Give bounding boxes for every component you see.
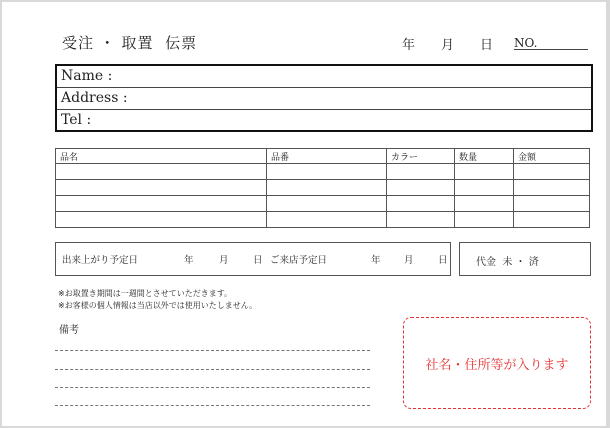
table-row: [56, 180, 590, 196]
quantity-cell[interactable]: [455, 196, 514, 212]
product-name-cell[interactable]: [56, 164, 267, 180]
column-header-quantity: 数量: [455, 149, 514, 164]
items-header-row: [56, 149, 590, 164]
completion-year-label: 年: [184, 255, 194, 266]
color-cell[interactable]: [387, 196, 455, 212]
customer-name-field[interactable]: [57, 66, 591, 88]
company-placeholder-text: 社名・住所等が入ります: [425, 358, 569, 373]
remarks-line[interactable]: [55, 369, 370, 370]
amount-cell[interactable]: [514, 196, 590, 212]
color-cell[interactable]: [387, 180, 455, 196]
visit-date-label: ご来店予定日: [270, 255, 328, 266]
slip-number-field[interactable]: [514, 49, 588, 50]
amount-cell[interactable]: [514, 180, 590, 196]
completion-month-label: 月: [219, 255, 229, 266]
column-header-product-name: 品名: [56, 149, 267, 164]
completion-day-label: 日: [253, 255, 263, 266]
company-info-placeholder: [403, 317, 591, 409]
schedule-box: [55, 242, 451, 276]
holding-period-note: ※お取置き期間は一週間とさせていただきます。: [58, 289, 233, 298]
column-header-amount: 金額: [514, 149, 590, 164]
amount-cell[interactable]: [514, 212, 590, 228]
quantity-cell[interactable]: [455, 180, 514, 196]
visit-day-label: 日: [438, 255, 448, 266]
color-cell[interactable]: [387, 212, 455, 228]
product-name-cell[interactable]: [56, 196, 267, 212]
product-code-cell[interactable]: [267, 180, 387, 196]
completion-date-label: 出来上がり予定日: [62, 255, 139, 266]
customer-address-field[interactable]: [57, 88, 591, 110]
table-row: [56, 164, 590, 180]
quantity-cell[interactable]: [455, 212, 514, 228]
quantity-cell[interactable]: [455, 164, 514, 180]
page-title: 受注 ・ 取置 伝票: [62, 34, 198, 52]
amount-cell[interactable]: [514, 164, 590, 180]
header-year-label: 年: [402, 38, 416, 53]
customer-info-box: [55, 64, 593, 132]
product-name-cell[interactable]: [56, 180, 267, 196]
remarks-label: 備考: [59, 325, 79, 336]
product-name-cell[interactable]: [56, 212, 267, 228]
header-month-label: 月: [441, 38, 455, 53]
product-code-cell[interactable]: [267, 212, 387, 228]
product-code-cell[interactable]: [267, 196, 387, 212]
visit-month-label: 月: [404, 255, 414, 266]
remarks-line[interactable]: [55, 387, 370, 388]
visit-year-label: 年: [371, 255, 381, 266]
color-cell[interactable]: [387, 164, 455, 180]
table-row: [56, 212, 590, 228]
column-header-product-code: 品番: [267, 149, 387, 164]
payment-status-label: 代金 未 ・ 済: [476, 257, 539, 268]
product-code-cell[interactable]: [267, 164, 387, 180]
payment-status-box[interactable]: [459, 242, 591, 276]
slip-number-label: NO.: [514, 36, 538, 50]
header-day-label: 日: [480, 38, 494, 53]
customer-tel-field[interactable]: [57, 110, 591, 131]
order-slip: [2, 2, 606, 426]
customer-address-label: Address :: [61, 90, 128, 106]
remarks-line[interactable]: [55, 405, 370, 406]
table-row: [56, 196, 590, 212]
column-header-color: カラー: [387, 149, 455, 164]
customer-tel-label: Tel :: [61, 112, 92, 128]
remarks-line[interactable]: [55, 350, 370, 351]
items-table: [55, 148, 590, 228]
privacy-note: ※お客様の個人情報は当店以外では使用いたしません。: [58, 301, 258, 310]
customer-name-label: Name :: [61, 68, 113, 84]
